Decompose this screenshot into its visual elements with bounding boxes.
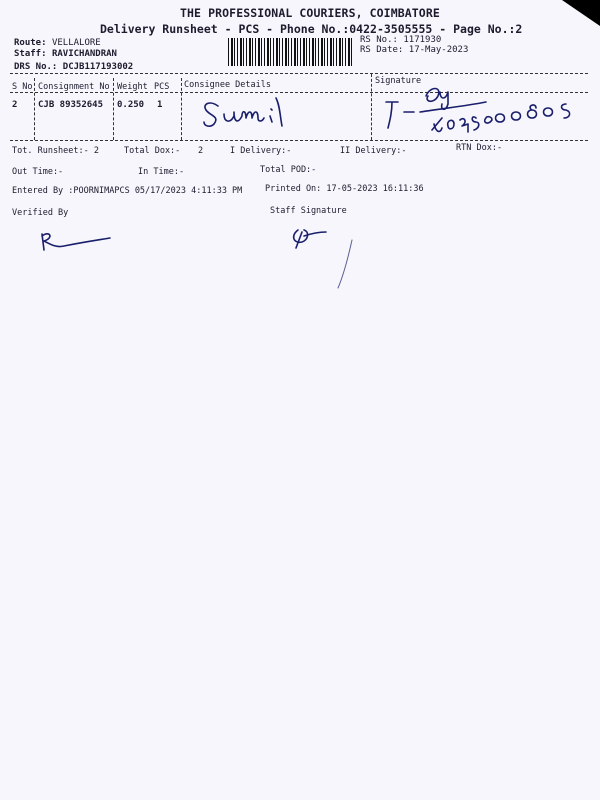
- rs-no-value: 1171930: [403, 35, 442, 45]
- row-weight: 0.250: [117, 100, 145, 110]
- route-value: VELLALORE: [51, 38, 101, 48]
- company-name: THE PROFESSIONAL COURIERS, COIMBATORE: [180, 6, 440, 20]
- out-time: Out Time:-: [12, 167, 64, 177]
- col-divider: [371, 74, 372, 140]
- row-consignment: CJB 89352645: [38, 100, 104, 110]
- row-sno: 2: [12, 100, 18, 110]
- in-time: In Time:-: [138, 167, 185, 177]
- corner-mark: [562, 0, 600, 26]
- drs-value: DCJB117193002: [62, 62, 134, 72]
- rtn-dox: RTN Dox:-: [456, 143, 503, 153]
- route-line: [14, 38, 101, 48]
- total-pod: Total POD:-: [260, 165, 317, 175]
- drs-label: DRS No.:: [14, 62, 58, 72]
- entered-by: Entered By :POORNIMAPCS 05/17/2023 4:11:33 PM: [12, 186, 243, 196]
- rs-no-label: RS No.:: [360, 35, 398, 45]
- drs-line: [14, 62, 133, 72]
- printed-on: Printed On: 17-05-2023 16:11:36: [265, 184, 424, 194]
- header-consignment: Consignment No: [38, 82, 110, 92]
- header-pcs: PCS: [154, 82, 170, 92]
- rs-date-line: [360, 45, 468, 55]
- barcode: [228, 38, 354, 66]
- col-divider: [34, 78, 35, 140]
- total-dox-label: Total Dox:-: [124, 146, 181, 156]
- header-sno: S No: [12, 82, 33, 92]
- route-label: Route:: [14, 38, 47, 48]
- row-pcs: 1: [157, 100, 163, 110]
- header-consignee: Consignee Details: [184, 80, 271, 90]
- staff-signature-mark: [284, 218, 364, 296]
- col-divider: [113, 78, 114, 140]
- rs-no-line: [360, 35, 441, 45]
- runsheet-subtitle: Delivery Runsheet - PCS - Phone No.:0422-3505555 - Page No.:2: [100, 22, 523, 36]
- rs-date-value: 17-May-2023: [408, 45, 469, 55]
- receiver-signature: [376, 82, 588, 140]
- header-weight: Weight: [117, 82, 148, 92]
- verified-by: Verified By: [12, 208, 69, 218]
- staff-line: [14, 49, 117, 59]
- table-top-rule: [10, 73, 588, 74]
- staff-signature-label: Staff Signature: [270, 206, 347, 216]
- header-signature: Signature: [375, 76, 422, 86]
- col-divider: [181, 78, 182, 140]
- staff-value: RAVICHANDRAN: [51, 49, 117, 59]
- total-dox-value: 2: [198, 146, 204, 156]
- verifier-signature: [34, 228, 118, 254]
- staff-label: Staff:: [14, 49, 47, 59]
- consignee-handwriting: [196, 92, 306, 132]
- rs-date-label: RS Date:: [360, 45, 404, 55]
- tot-runsheet: Tot. Runsheet:- 2: [12, 146, 99, 156]
- ii-delivery: II Delivery:-: [340, 146, 407, 156]
- i-delivery: I Delivery:-: [230, 146, 292, 156]
- table-bottom-rule: [10, 140, 588, 141]
